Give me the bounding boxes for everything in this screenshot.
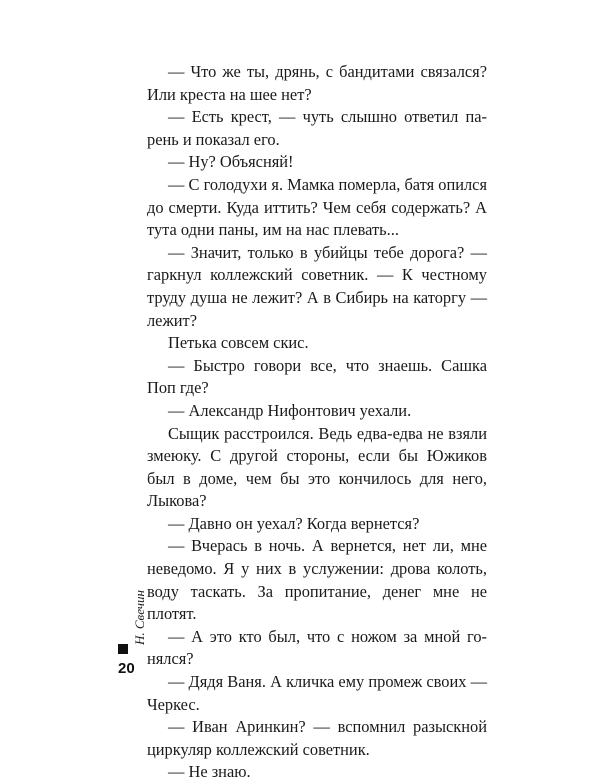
paragraph-6: Петька совсем скис. [168,333,309,353]
page-number: 20 [118,660,135,677]
page-marker-square [118,644,128,654]
author-running-head: Н. Свечин [132,590,147,645]
paragraph-4: — С голодухи я. Мамка померла, батя опился до смерти. Куда иттить? Чем себя содержать? А тута одни паны, им на нас плевать... [147,174,487,240]
paragraph-2: — Есть крест, — чуть слышно ответил парень и показал его. [147,107,487,149]
paragraph-12: — А это кто был, что с ножом за мной гонялся? [147,626,487,669]
paragraph-3: — Ну? Объясняй! [168,152,294,172]
paragraph-10: — Давно он уехал? Когда вернется? [168,513,420,533]
paragraph-13: — Дядя Ваня. А кличка ему промеж своих — Черкес. [147,672,487,714]
paragraph-5: — Значит, только в убийцы тебе дорога? — гаркнул коллежский советник. — К честному труду душа не лежит? А в Сибирь на каторгу — лежит? [147,242,487,330]
paragraph-7: — Быстро говори все, что знаешь. Сашка Поп где? [147,355,487,398]
paragraph-8: — Александр Нифонтович уехали. [168,400,412,420]
paragraph-9: Сыщик расстроился. Ведь едва-едва не взяли змеюку. С другой стороны, если бы Южиков был в доме, чем бы это кончилось для него, Лыкова? [147,423,487,511]
paragraph-14: — Иван Аринкин? — вспомнил разыскной циркуляр коллежский советник. [147,717,487,759]
paragraph-11: — Вчерась в ночь. А вернется, нет ли, мне неведомо. Я у них в услужении: дрова колоть, воду таскать. За пропитание, денег мне не плотят. [147,536,487,624]
page-text [147,61,487,784]
paragraph-15: — Не знаю. [168,762,251,782]
paragraph-1: — Что же ты, дрянь, с бандитами связался? Или креста на шее нет? [147,62,487,104]
